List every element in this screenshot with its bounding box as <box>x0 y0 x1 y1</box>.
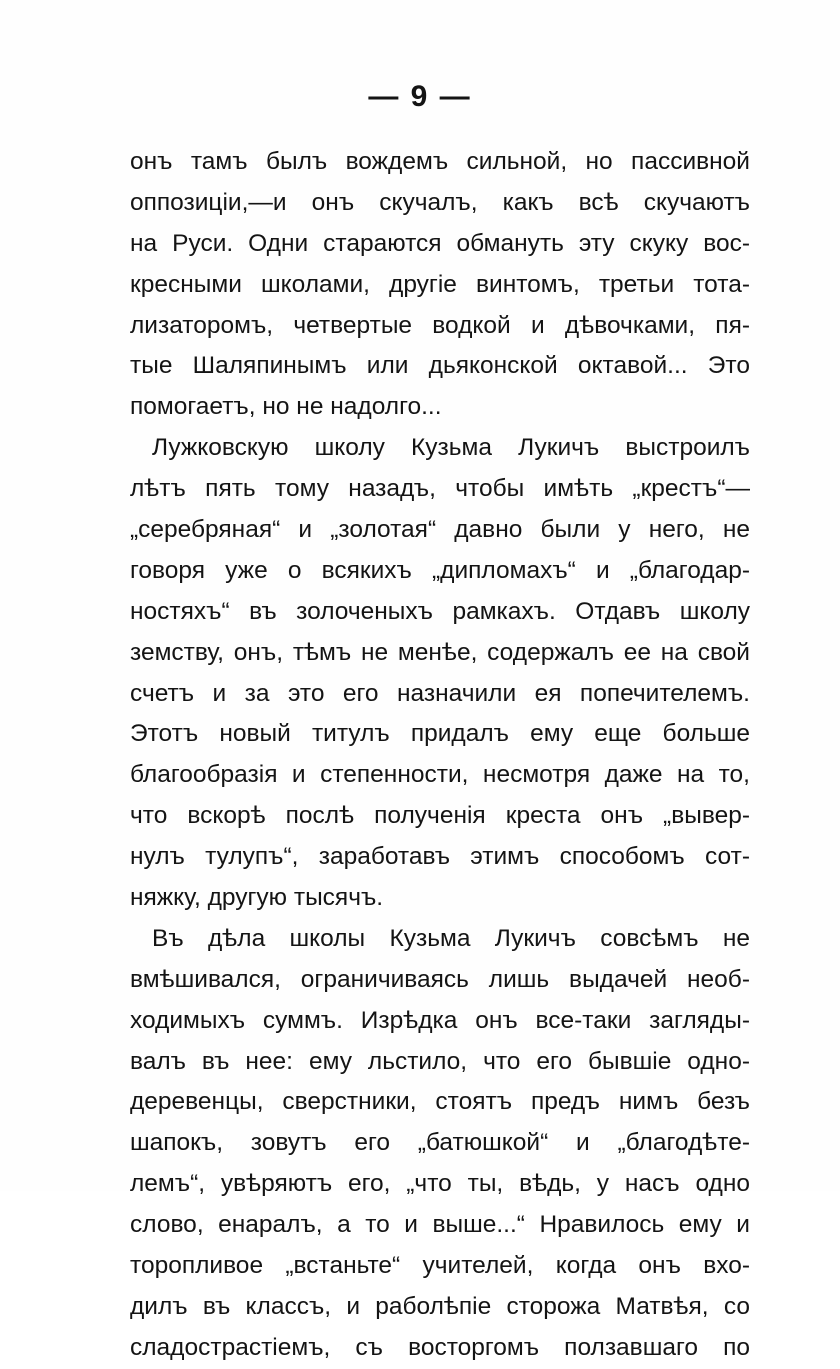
text-line: земству, онъ, тѣмъ не менѣе, содержалъ ее на свой <box>130 638 750 666</box>
text-line: благообразія и степенности, несмотря даже на то, <box>130 761 750 789</box>
text-line: слово, енаралъ, а то и выше...“ Нравилось ему и <box>130 1211 750 1239</box>
text-line: лѣтъ пять тому назадъ, чтобы имѣть „крестъ“— <box>130 475 750 503</box>
text-line: лемъ“, увѣряютъ его, „что ты, вѣдь, у насъ одно <box>130 1170 750 1198</box>
text-line: оппозиціи,—и онъ скучалъ, какъ всѣ скучаютъ <box>130 188 750 216</box>
text-line: „серебряная“ и „золотая“ давно были у него, не <box>130 516 750 544</box>
text-line: ностяхъ“ въ золоченыхъ рамкахъ. Отдавъ школу <box>130 597 750 625</box>
text-line: Лужковскую школу Кузьма Лукичъ выстроилъ <box>152 434 750 462</box>
text-line: деревенцы, сверстники, стоятъ предъ нимъ безъ <box>130 1088 750 1116</box>
text-line: счетъ и за это его назначили ея попечителемъ. <box>130 679 750 707</box>
text-line: говоря уже о всякихъ „дипломахъ“ и „благодар- <box>130 556 750 584</box>
text-line: вмѣшивался, ограничиваясь лишь выдачей необ- <box>130 965 750 993</box>
text-line: лизаторомъ, четвертые водкой и дѣвочками, пя- <box>130 311 750 339</box>
text-line: Этотъ новый титулъ придалъ ему еще больше <box>130 720 750 748</box>
page-number: — 9 — <box>368 80 472 113</box>
text-line: нулъ тулупъ“, заработавъ этимъ способомъ сот- <box>130 843 750 871</box>
text-line: на Руси. Одни стараются обмануть эту скуку вос- <box>130 229 750 257</box>
text-line: сладострастіемъ, съ восторгомъ ползавшаго по <box>130 1333 750 1361</box>
text-line: что вскорѣ послѣ полученія креста онъ „вывер- <box>130 802 750 830</box>
text-line: онъ тамъ былъ вождемъ сильной, но пассивной <box>130 148 750 175</box>
text-line: валъ въ нее: ему льстило, что его бывшіе одно- <box>130 1047 750 1075</box>
body-text <box>130 142 750 1369</box>
text-line: кресными школами, другіе винтомъ, третьи тота- <box>130 270 750 298</box>
text-line: помогаетъ, но не надолго... <box>130 393 442 421</box>
text-line: торопливое „встаньте“ учителей, когда онъ вхо- <box>130 1252 750 1280</box>
text-line: няжку, другую тысячъ. <box>130 884 384 912</box>
text-line: Въ дѣла школы Кузьма Лукичъ совсѣмъ не <box>152 924 750 952</box>
text-line: тые Шаляпинымъ или дьяконской октавой... Это <box>130 352 750 380</box>
text-line: шапокъ, зовутъ его „батюшкой“ и „благодѣте- <box>130 1129 750 1157</box>
text-line: ходимыхъ суммъ. Изрѣдка онъ все-таки загляды- <box>130 1006 750 1034</box>
text-line: дилъ въ классъ, и раболѣпіе сторожа Матвѣя, со <box>130 1292 750 1320</box>
